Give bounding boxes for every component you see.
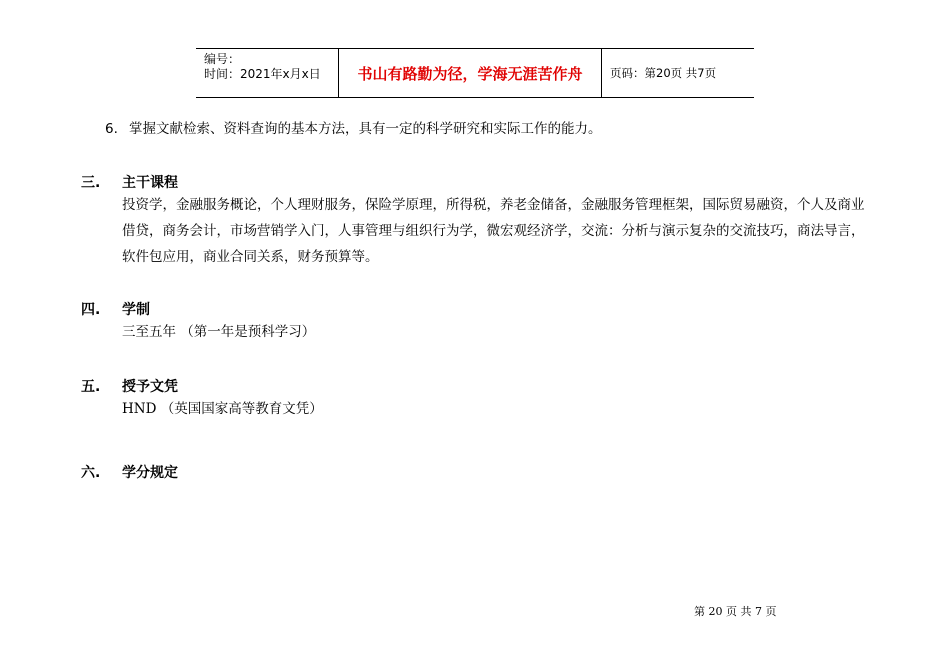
section-6-title: 学分规定 bbox=[122, 465, 178, 481]
header-table bbox=[196, 48, 754, 98]
section-5-number: 五. bbox=[81, 379, 101, 395]
section-6-number: 六. bbox=[81, 465, 101, 481]
section-4-title: 学制 bbox=[122, 302, 150, 318]
section-5-body: HND （英国国家高等教育文凭） bbox=[122, 401, 323, 417]
section-3-line-1: 投资学，金融服务概论，个人理财服务，保险学原理，所得税，养老金储备，金融服务管理框架，国际贸易融资，个人及商业 bbox=[122, 197, 865, 213]
item-6-text: 掌握文献检索、资料查询的基本方法，具有一定的科学研究和实际工作的能力。 bbox=[129, 121, 602, 137]
number-label: 编号： bbox=[204, 52, 241, 66]
header-meta bbox=[196, 49, 339, 97]
item-6-number: 6. bbox=[105, 121, 118, 137]
section-3-title: 主干课程 bbox=[122, 175, 178, 191]
section-5-title: 授予文凭 bbox=[122, 379, 178, 395]
section-4-body: 三至五年 （第一年是预科学习） bbox=[122, 324, 316, 340]
date-label: 时间：2021年x月x日 bbox=[204, 67, 321, 81]
header-motto: 书山有路勤为径，学海无涯苦作舟 bbox=[339, 49, 602, 97]
header-page-label: 页码：第20页 共7页 bbox=[610, 66, 717, 80]
section-3-number: 三. bbox=[81, 175, 101, 191]
section-3-line-2: 借贷，商务会计，市场营销学入门，人事管理与组织行为学，微宏观经济学，交流：分析与演示复杂的交流技巧，商法导言， bbox=[122, 223, 865, 239]
section-3-line-3: 软件包应用，商业合同关系，财务预算等。 bbox=[122, 249, 379, 265]
page-footer: 第 20 页 共 7 页 bbox=[694, 605, 777, 618]
section-4-number: 四. bbox=[81, 302, 101, 318]
